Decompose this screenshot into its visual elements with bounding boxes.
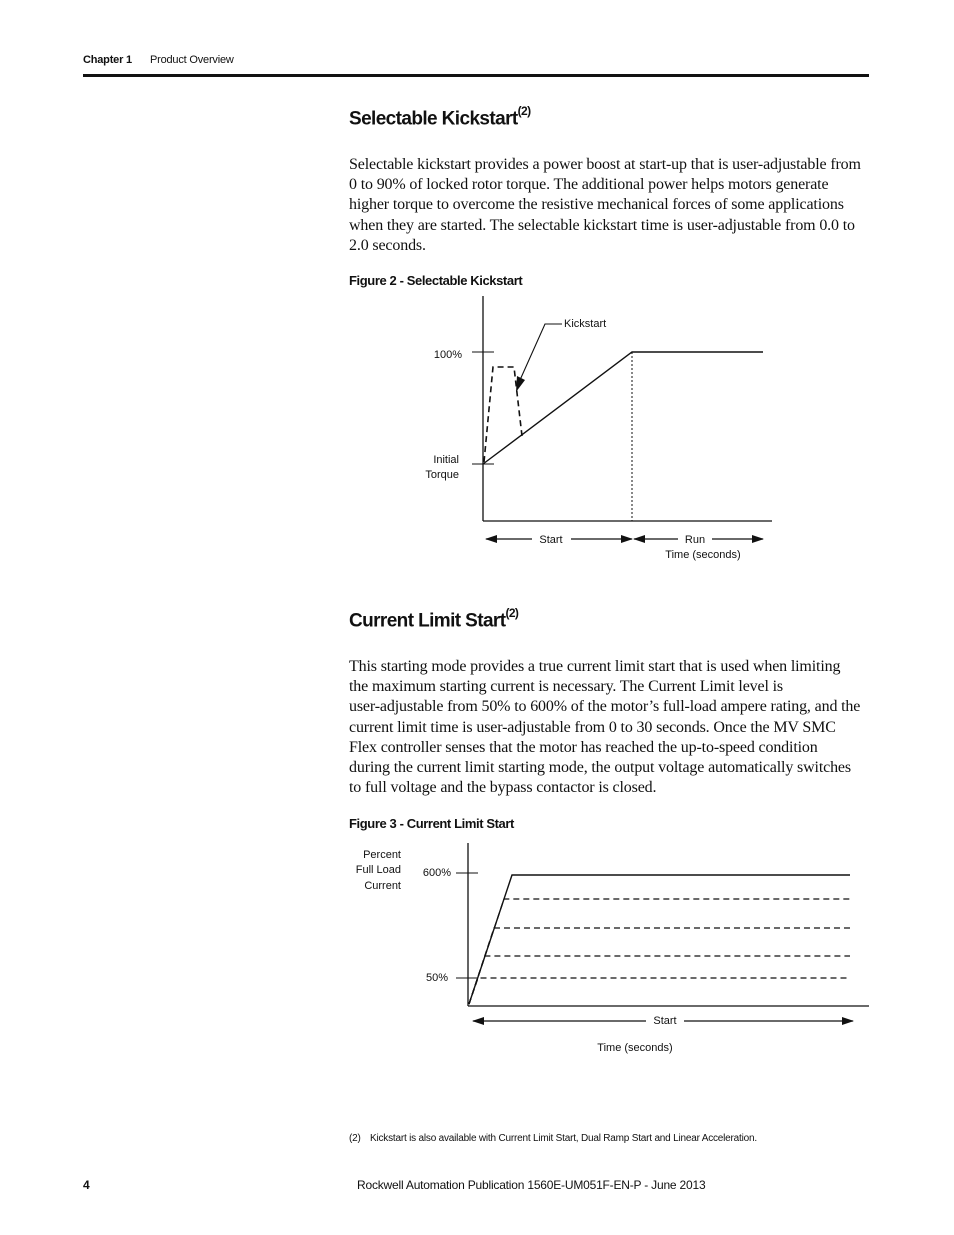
footnote-ref: (2) (517, 104, 531, 118)
text-line: 0 to 90% of locked rotor torque. The additional power helps motors generate (349, 176, 829, 194)
fig2-label-torque: Torque (425, 469, 459, 481)
text-line: higher torque to overcome the resistive mechanical forces of some applications (349, 196, 844, 214)
fig2-label-100: 100% (433, 349, 462, 361)
fig2-label-start: Start (539, 534, 563, 546)
text-line: This starting mode provides a true current limit start that is used when limiting (349, 658, 841, 675)
fig3-line-level-4 (469, 956, 850, 1004)
fig3-label-time: Time (seconds) (597, 1042, 673, 1054)
paragraph-current-limit (349, 657, 871, 798)
text-line: the maximum starting current is necessary. The Current Limit level is (349, 678, 783, 696)
figure-caption-2: Figure 2 - Selectable Kickstart (349, 273, 523, 288)
fig2-kickstart-leader (520, 324, 562, 380)
section-heading-current-limit (349, 608, 518, 632)
fig3-line-50 (469, 978, 850, 1004)
page-number: 4 (83, 1178, 90, 1192)
footnote-text: Kickstart is also available with Current Limit Start, Dual Ramp Start and Linear Acceleration. (370, 1133, 757, 1144)
heading-text: Selectable Kickstart (349, 108, 518, 130)
text-line: during the current limit starting mode, the output voltage automatically switches (349, 759, 851, 777)
fig3-label-start: Start (653, 1015, 677, 1027)
fig3-ylabel-current: Current (364, 880, 401, 892)
footnote (349, 1133, 757, 1144)
text-line: Flex controller senses that the motor has reached the up-to-speed condition (349, 738, 818, 756)
fig2-kickstart-pulse (484, 367, 522, 462)
text-line: to full voltage and the bypass contactor is closed. (349, 779, 657, 797)
text-line: current limit time is user-adjustable from 0 to 30 seconds. Once the MV SMC (349, 718, 836, 736)
fig2-kickstart-arrowhead (516, 376, 525, 392)
fig2-label-initial: Initial (433, 454, 459, 466)
fig3-ylabel-fullload: Full Load (355, 864, 401, 876)
header-chapter: Chapter 1 (83, 54, 132, 66)
fig3-label-50: 50% (425, 972, 448, 984)
heading-text: Current Limit Start (349, 610, 506, 632)
fig3-line-600 (469, 875, 850, 1004)
fig3-label-600: 600% (422, 867, 451, 879)
fig3-ylabel-percent: Percent (363, 849, 401, 861)
fig2-label-kickstart: Kickstart (564, 318, 607, 330)
publication-line: Rockwell Automation Publication 1560E-UM051F-EN-P - June 2013 (357, 1178, 706, 1192)
fig2-label-run: Run (684, 534, 706, 546)
figure-3-current-limit-chart (356, 843, 869, 1054)
fig3-line-level-3 (469, 928, 850, 1004)
footnote-ref: (2) (505, 606, 519, 620)
text-line: 2.0 seconds. (349, 236, 426, 254)
fig2-label-time: Time (seconds) (665, 549, 741, 561)
figure-caption-3: Figure 3 - Current Limit Start (349, 816, 514, 831)
footnote-number: (2) (349, 1133, 361, 1144)
text-line: user-adjustable from 50% to 600% of the motor’s full-load ampere rating, and the (349, 698, 861, 716)
header-title: Product Overview (150, 54, 234, 66)
text-line: when they are started. The selectable kickstart time is user-adjustable from 0.0 to (349, 216, 855, 234)
fig3-line-level-2 (469, 899, 850, 1004)
text-line: Selectable kickstart provides a power boost at start-up that is user-adjustable from (349, 156, 861, 173)
